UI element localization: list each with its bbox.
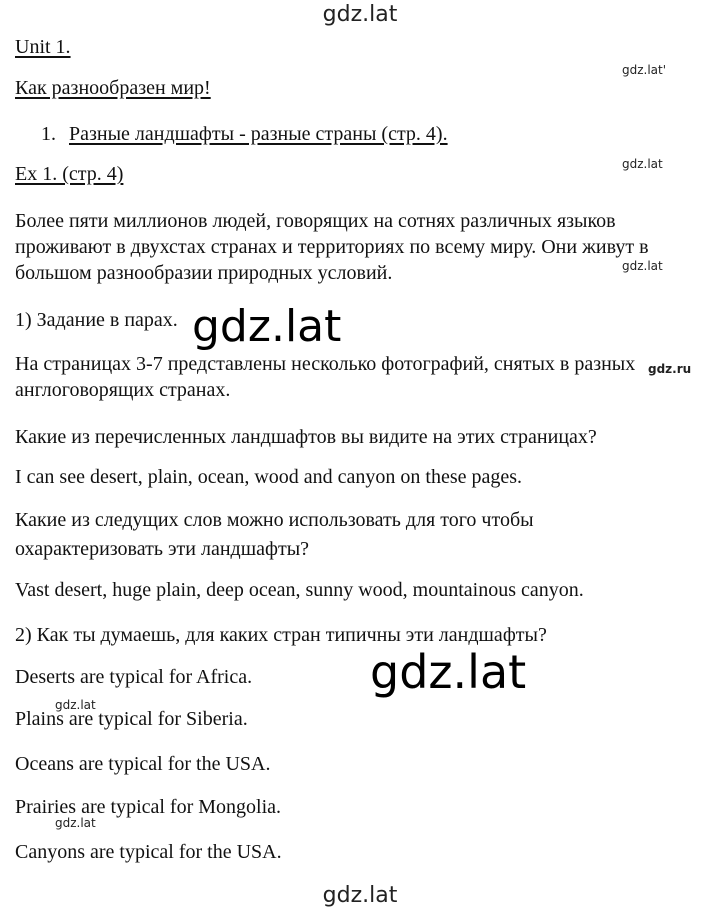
watermark-top: gdz.lat [322, 2, 398, 27]
paragraph-line: англоговорящих странах. [15, 379, 231, 401]
section-subtitle: Как разнообразен мир! [15, 77, 211, 99]
sentence-line: Plains are typical for Siberia. [15, 708, 248, 730]
watermark-small-ru: gdz.ru [648, 362, 692, 376]
question-line: Какие из следущих слов можно использовать для того чтобы [15, 509, 534, 531]
list-number: 1. [41, 123, 56, 145]
paragraph-line: На страницах 3-7 представлены несколько фотографий, снятых в разных [15, 353, 636, 375]
paragraph-line: проживают в двухстах странах и территориях по всему миру. Они живут в [15, 236, 649, 258]
answer-line: I can see desert, plain, ocean, wood and canyon on these pages. [15, 466, 523, 488]
question-line: Какие из перечисленных ландшафтов вы видите на этих страницах? [15, 426, 597, 448]
watermark-bottom: gdz.lat [322, 883, 398, 908]
answer-line: Vast desert, huge plain, deep ocean, sunny wood, mountainous canyon. [15, 579, 584, 601]
watermark-small: gdz.lat [622, 259, 663, 273]
watermark-small: gdz.lat [55, 698, 96, 712]
task-heading: 1) Задание в парах. [15, 309, 178, 331]
sentence-line: Prairies are typical for Mongolia. [15, 796, 282, 818]
watermark-large: gdz.lat [192, 301, 342, 352]
watermark-small: gdz.lat' [622, 63, 667, 77]
watermark-large: gdz.lat [370, 645, 527, 699]
paragraph-line: Более пяти миллионов людей, говорящих на сотнях различных языков [15, 210, 616, 232]
watermark-small: gdz.lat [622, 157, 663, 171]
unit-title: Unit 1. [15, 36, 71, 58]
paragraph-line: большом разнообразии природных условий. [15, 262, 393, 284]
watermark-small: gdz.lat [55, 816, 96, 830]
list-item-title: Разные ландшафты - разные страны (стр. 4). [69, 123, 448, 145]
task-heading: 2) Как ты думаешь, для каких стран типичны эти ландшафты? [15, 624, 547, 646]
exercise-heading: Ex 1. (стр. 4) [15, 163, 124, 185]
sentence-line: Deserts are typical for Africa. [15, 666, 253, 688]
sentence-line: Canyons are typical for the USA. [15, 841, 282, 863]
question-line: охарактеризовать эти ландшафты? [15, 538, 310, 560]
sentence-line: Oceans are typical for the USA. [15, 753, 271, 775]
